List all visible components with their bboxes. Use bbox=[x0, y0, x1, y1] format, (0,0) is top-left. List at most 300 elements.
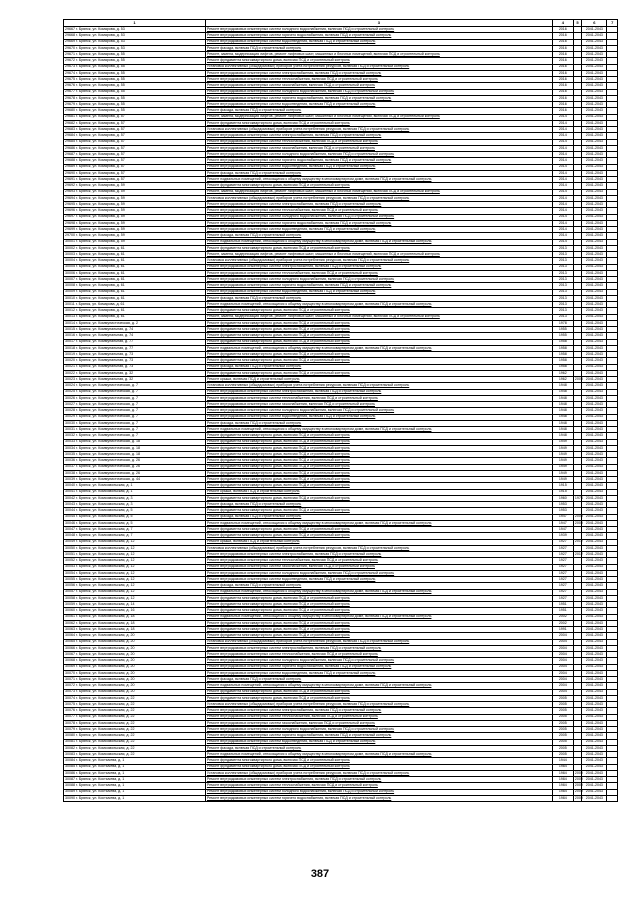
address-cell: 30011 г. Брянск, ул. Комарова, д. 61 bbox=[64, 302, 206, 308]
address-cell: 30039 г. Брянск, ул. Коммунистическая, д. 44 bbox=[64, 477, 206, 483]
address-cell: 30022 г. Брянск, ул. Коммунальная, д. 32 bbox=[64, 370, 206, 376]
address-cell: 30047 г. Брянск, ул. Комсомольская, д. 7 bbox=[64, 527, 206, 533]
address-cell: 30040 г. Брянск, ул. Комсомольская, д. 1 bbox=[64, 483, 206, 489]
planned-period-cell: 2041-2043 bbox=[582, 527, 607, 533]
year-built-cell: 1915 bbox=[552, 483, 573, 489]
year-built-cell: 2014 bbox=[552, 202, 573, 208]
year-built-cell: 2016 bbox=[552, 95, 573, 101]
work-type-cell: Ремонт, замена, модернизация лифтов, ремонт лифтовых шахт, машинных и блочных помещений, включая ПСД и строительный контроль bbox=[205, 252, 552, 258]
work-type-cell: Ремонт фундамента многоквартирного дома, включая ПСД и строительный контроль bbox=[205, 245, 552, 251]
address-cell: 30019 г. Брянск, ул. Коммунальная, д. 73 bbox=[64, 352, 206, 358]
address-cell: 30002 г. Брянск, ул. Комарова, д. 61 bbox=[64, 245, 206, 251]
work-type-cell: Ремонт фундамента многоквартирного дома, включая ПСД и строительный контроль bbox=[205, 533, 552, 539]
planned-period-cell: 2041-2043 bbox=[582, 558, 607, 564]
work-type-cell: Ремонт внутридомовых инженерных систем электроснабжения, включая ПСД и строительный контроль bbox=[205, 70, 552, 76]
work-type-cell: Ремонт внутридомовых инженерных систем теплоснабжения, включая ПСД и строительный контроль bbox=[205, 395, 552, 401]
work-type-cell: Ремонт фундамента многоквартирного дома, включая ПСД и строительный контроль bbox=[205, 508, 552, 514]
work-type-cell: Ремонт фундамента многоквартирного дома, включая ПСД и строительный контроль bbox=[205, 595, 552, 601]
work-type-cell: Ремонт фасада, включая ПСД и строительный контроль bbox=[205, 108, 552, 114]
year-built-cell: 2014 bbox=[552, 214, 573, 220]
planned-period-cell: 2041-2043 bbox=[582, 52, 607, 58]
address-cell: 30020 г. Брянск, ул. Коммунальная, д. 73 bbox=[64, 358, 206, 364]
planned-period-cell: 2041-2043 bbox=[582, 383, 607, 389]
address-cell: 29672 г. Брянск, ул. Комарова, д. 55 bbox=[64, 58, 206, 64]
address-cell: 30041 г. Брянск, ул. Комсомольская, д. 1 bbox=[64, 489, 206, 495]
header-col-6: 6 bbox=[582, 20, 607, 27]
work-type-cell: Ремонт фундамента многоквартирного дома, включая ПСД и строительный контроль bbox=[205, 58, 552, 64]
work-type-cell: Ремонт фасада, включая ПСД и строительный контроль bbox=[205, 45, 552, 51]
planned-period-cell: 2041-2043 bbox=[582, 727, 607, 733]
year-built-cell: 1949 bbox=[552, 458, 573, 464]
year-built-cell: 2016 bbox=[552, 52, 573, 58]
planned-period-cell: 2041-2043 bbox=[582, 595, 607, 601]
planned-period-cell: 2041-2043 bbox=[582, 358, 607, 364]
address-cell: 30008 г. Брянск, ул. Комарова, д. 61 bbox=[64, 283, 206, 289]
work-type-cell: Ремонт фундамента многоквартирного дома, включая ПСД и строительный контроль bbox=[205, 439, 552, 445]
year-built-cell: 2014 bbox=[552, 133, 573, 139]
planned-period-cell: 2041-2043 bbox=[582, 208, 607, 214]
address-cell: 30031 г. Брянск, ул. Коммунистическая, д. 7 bbox=[64, 427, 206, 433]
year-built-cell: 1948 bbox=[552, 427, 573, 433]
work-type-cell: Ремонт внутридомовых инженерных систем холодного водоснабжения, включая ПСД и строительный контроль bbox=[205, 789, 552, 795]
address-cell: 30064 г. Брянск, ул. Комсомольская, д. 20 bbox=[64, 633, 206, 639]
year-built-cell: 2014 bbox=[552, 145, 573, 151]
work-type-cell: Ремонт подвальных помещений, относящихся к общему имуществу в многоквартирном доме, включая ПСД и строительный контроль bbox=[205, 589, 552, 595]
address-cell: 30084 г. Брянск, ул. Костычева, д. 1 bbox=[64, 758, 206, 764]
year-built-cell: 2013 bbox=[552, 314, 573, 320]
planned-period-cell: 2041-2043 bbox=[582, 195, 607, 201]
year-built-cell: 2004 bbox=[552, 689, 573, 695]
work-type-cell: Ремонт фундамента многоквартирного дома, включая ПСД и строительный контроль bbox=[205, 452, 552, 458]
year-built-cell: 2013 bbox=[552, 308, 573, 314]
work-type-cell: Ремонт фундамента многоквартирного дома, включая ПСД и строительный контроль bbox=[205, 527, 552, 533]
year-built-cell: 2014 bbox=[552, 227, 573, 233]
year-built-cell: 1984 bbox=[552, 795, 573, 801]
planned-period-cell: 2041-2043 bbox=[582, 333, 607, 339]
year-built-cell: 2014 bbox=[552, 239, 573, 245]
work-type-cell: Ремонт фундамента многоквартирного дома, включая ПСД и строительный контроль bbox=[205, 689, 552, 695]
address-cell: 30048 г. Брянск, ул. Комсомольская, д. 7 bbox=[64, 533, 206, 539]
work-type-cell: Ремонт крыши, включая ПСД и строительный контроль bbox=[205, 539, 552, 545]
work-type-cell: Ремонт фундамента многоквартирного дома, включая ПСД и строительный контроль bbox=[205, 627, 552, 633]
work-type-cell: Установка коллективных (общедомовых) приборов учета потребления ресурсов, включая ПСД и строительный контроль bbox=[205, 702, 552, 708]
address-cell: 30052 г. Брянск, ул. Комсомольская, д. 12 bbox=[64, 558, 206, 564]
address-cell: 29679 г. Брянск, ул. Комарова, д. 55 bbox=[64, 102, 206, 108]
address-cell: 30005 г. Брянск, ул. Комарова, д. 61 bbox=[64, 264, 206, 270]
work-type-cell: Ремонт внутридомовых инженерных систем газоснабжения, включая ПСД и строительный контроль bbox=[205, 402, 552, 408]
address-cell: 30083 г. Брянск, ул. Комсомольская, д. 22 bbox=[64, 752, 206, 758]
planned-period-cell: 2041-2043 bbox=[582, 320, 607, 326]
planned-period-cell: 2041-2043 bbox=[582, 345, 607, 351]
planned-period-cell: 2041-2043 bbox=[582, 608, 607, 614]
planned-period-cell: 2041-2043 bbox=[582, 495, 607, 501]
work-type-cell: Ремонт внутридомовых инженерных систем горячего водоснабжения, включая ПСД и строительный контроль bbox=[205, 33, 552, 39]
address-cell: 29688 г. Брянск, ул. Комарова, д. 57 bbox=[64, 158, 206, 164]
address-cell: 29670 г. Брянск, ул. Комарова, д. 53 bbox=[64, 45, 206, 51]
planned-period-cell: 2041-2043 bbox=[582, 83, 607, 89]
work-type-cell: Ремонт внутридомовых инженерных систем электроснабжения, включая ПСД и строительный контроль bbox=[205, 645, 552, 651]
work-type-cell: Ремонт внутридомовых инженерных систем холодного водоснабжения, включая ПСД и строительный контроль bbox=[205, 214, 552, 220]
header-col-5: 5 bbox=[573, 20, 581, 27]
work-type-cell: Ремонт внутридомовых инженерных систем теплоснабжения, включая ПСД и строительный контроль bbox=[205, 208, 552, 214]
year-built-cell: 1927 bbox=[552, 539, 573, 545]
year-built-cell: 1984 bbox=[552, 764, 573, 770]
year-built-cell: 2013 bbox=[552, 252, 573, 258]
header-col-1: 1 bbox=[64, 20, 206, 27]
planned-period-cell: 2041-2043 bbox=[582, 683, 607, 689]
planned-period-cell: 2041-2043 bbox=[582, 789, 607, 795]
address-cell: 30006 г. Брянск, ул. Комарова, д. 61 bbox=[64, 270, 206, 276]
planned-period-cell: 2041-2043 bbox=[582, 252, 607, 258]
planned-period-cell: 2041-2043 bbox=[582, 64, 607, 70]
year-built-cell: 2005 bbox=[552, 739, 573, 745]
work-type-cell: Ремонт внутридомовых инженерных систем электроснабжения, включая ПСД и строительный контроль bbox=[205, 202, 552, 208]
year-built-cell: 2014 bbox=[552, 139, 573, 145]
year-built-cell: 2004 bbox=[552, 633, 573, 639]
address-cell: 30077 г. Брянск, ул. Комсомольская, д. 22 bbox=[64, 714, 206, 720]
planned-period-cell: 2041-2043 bbox=[582, 27, 607, 33]
address-cell: 30089 г. Брянск, ул. Костычева, д. 1 bbox=[64, 789, 206, 795]
work-type-cell: Ремонт внутридомовых инженерных систем теплоснабжения, включая ПСД и строительный контроль bbox=[205, 714, 552, 720]
year-built-cell: 2004 bbox=[552, 664, 573, 670]
year-built-cell: 1948 bbox=[552, 408, 573, 414]
planned-period-cell: 2041-2043 bbox=[582, 33, 607, 39]
year-built-cell: 2004 bbox=[552, 677, 573, 683]
address-cell: 30049 г. Брянск, ул. Комсомольская, д. 12 bbox=[64, 539, 206, 545]
planned-period-cell: 2041-2043 bbox=[582, 752, 607, 758]
work-type-cell: Установка коллективных (общедомовых) приборов учета потребления ресурсов, включая ПСД и строительный контроль bbox=[205, 195, 552, 201]
year-built-cell: 2005 bbox=[552, 708, 573, 714]
planned-period-cell: 2041-2043 bbox=[582, 533, 607, 539]
planned-period-cell: 2041-2043 bbox=[582, 489, 607, 495]
address-cell: 29681 г. Брянск, ул. Комарова, д. 57 bbox=[64, 114, 206, 120]
work-type-cell: Ремонт фундамента многоквартирного дома, включая ПСД и строительный контроль bbox=[205, 370, 552, 376]
work-type-cell: Ремонт фундамента многоквартирного дома, включая ПСД и строительный контроль bbox=[205, 464, 552, 470]
year-built-cell: 2002 bbox=[552, 614, 573, 620]
address-cell: 29674 г. Брянск, ул. Комарова, д. 55 bbox=[64, 70, 206, 76]
address-cell: 30066 г. Брянск, ул. Комсомольская, д. 20 bbox=[64, 645, 206, 651]
planned-period-cell: 2041-2043 bbox=[582, 145, 607, 151]
planned-period-cell: 2041-2043 bbox=[582, 445, 607, 451]
address-cell: 29687 г. Брянск, ул. Комарова, д. 57 bbox=[64, 152, 206, 158]
work-type-cell: Установка коллективных (общедомовых) приборов учета потребления ресурсов, включая ПСД и строительный контроль bbox=[205, 258, 552, 264]
year-built-cell: 1949 bbox=[552, 452, 573, 458]
year-built-cell: 2016 bbox=[552, 27, 573, 33]
address-cell: 30050 г. Брянск, ул. Комсомольская, д. 12 bbox=[64, 545, 206, 551]
work-type-cell: Ремонт, замена, модернизация лифтов, ремонт лифтовых шахт, машинных и блочных помещений, включая ПСД и строительный контроль bbox=[205, 52, 552, 58]
planned-period-cell: 2041-2043 bbox=[582, 552, 607, 558]
work-type-cell: Ремонт внутридомовых инженерных систем горячего водоснабжения, включая ПСД и строительный контроль bbox=[205, 795, 552, 801]
year-built-cell: 1949 bbox=[552, 464, 573, 470]
address-cell: 29696 г. Брянск, ул. Комарова, д. 59 bbox=[64, 208, 206, 214]
address-cell: 30018 г. Брянск, ул. Коммунальная, д. 77 bbox=[64, 345, 206, 351]
address-cell: 29697 г. Брянск, ул. Комарова, д. 59 bbox=[64, 214, 206, 220]
work-type-cell: Ремонт фасада, включая ПСД и строительный контроль bbox=[205, 295, 552, 301]
work-type-cell: Ремонт фасада, включая ПСД и строительный контроль bbox=[205, 745, 552, 751]
year-built-cell: 1953 bbox=[552, 502, 573, 508]
planned-period-cell: 2041-2043 bbox=[582, 339, 607, 345]
address-cell: 29685 г. Брянск, ул. Комарова, д. 57 bbox=[64, 139, 206, 145]
address-cell: 29699 г. Брянск, ул. Комарова, д. 59 bbox=[64, 227, 206, 233]
address-cell: 30053 г. Брянск, ул. Комсомольская, д. 12 bbox=[64, 564, 206, 570]
planned-period-cell: 2041-2043 bbox=[582, 95, 607, 101]
year-built-cell: 1984 bbox=[552, 777, 573, 783]
address-cell: 29689 г. Брянск, ул. Комарова, д. 57 bbox=[64, 164, 206, 170]
year-built-cell: 1991 bbox=[552, 627, 573, 633]
year-built-cell: 2014 bbox=[552, 183, 573, 189]
address-cell: 30012 г. Брянск, ул. Комарова, д. 61 bbox=[64, 308, 206, 314]
year-built-cell: 1958 bbox=[552, 364, 573, 370]
year-built-cell: 1949 bbox=[552, 439, 573, 445]
address-cell: 30023 г. Брянск, ул. Коммунальная, д. 32 bbox=[64, 377, 206, 383]
address-cell: 30072 г. Брянск, ул. Комсомольская, д. 20 bbox=[64, 683, 206, 689]
work-type-cell: Ремонт внутридомовых инженерных систем электроснабжения, включая ПСД и строительный контроль bbox=[205, 389, 552, 395]
work-type-cell: Ремонт фасада, включая ПСД и строительный контроль bbox=[205, 233, 552, 239]
work-type-cell: Ремонт фасада, включая ПСД и строительный контроль bbox=[205, 677, 552, 683]
work-type-cell: Ремонт подвальных помещений, относящихся к общему имуществу в многоквартирном доме, включая ПСД и строительный контроль bbox=[205, 177, 552, 183]
address-cell: 30021 г. Брянск, ул. Коммунальная, д. 73 bbox=[64, 364, 206, 370]
planned-period-cell: 2041-2043 bbox=[582, 702, 607, 708]
work-type-cell: Ремонт подвальных помещений, относящихся к общему имуществу в многоквартирном доме, включая ПСД и строительный контроль bbox=[205, 345, 552, 351]
planned-period-cell: 2041-2043 bbox=[582, 270, 607, 276]
last-repair-year-cell: 2009 bbox=[574, 783, 583, 788]
planned-period-cell: 2041-2043 bbox=[582, 452, 607, 458]
year-built-cell: 2014 bbox=[552, 170, 573, 176]
planned-period-cell: 2041-2043 bbox=[582, 777, 607, 783]
year-built-cell: 2014 bbox=[552, 120, 573, 126]
planned-period-cell: 2041-2043 bbox=[582, 470, 607, 476]
address-cell: 30080 г. Брянск, ул. Комсомольская, д. 22 bbox=[64, 733, 206, 739]
address-cell: 30057 г. Брянск, ул. Комсомольская, д. 12 bbox=[64, 589, 206, 595]
work-type-cell: Ремонт внутридомовых инженерных систем газоснабжения, включая ПСД и строительный контроль bbox=[205, 83, 552, 89]
address-cell: 30004 г. Брянск, ул. Комарова, д. 61 bbox=[64, 258, 206, 264]
year-built-cell: 1958 bbox=[552, 352, 573, 358]
work-type-cell: Ремонт фундамента многоквартирного дома, включая ПСД и строительный контроль bbox=[205, 764, 552, 770]
address-cell: 30076 г. Брянск, ул. Комсомольская, д. 22 bbox=[64, 708, 206, 714]
year-built-cell: 1947 bbox=[552, 527, 573, 533]
work-type-cell: Установка коллективных (общедомовых) приборов учета потребления ресурсов, включая ПСД и строительный контроль bbox=[205, 639, 552, 645]
address-cell: 29686 г. Брянск, ул. Комарова, д. 57 bbox=[64, 145, 206, 151]
year-built-cell: 1984 bbox=[552, 783, 573, 789]
address-cell: 30045 г. Брянск, ул. Комсомольская, д. 5 bbox=[64, 514, 206, 520]
work-type-cell: Ремонт подвальных помещений, относящихся к общему имуществу в многоквартирном доме, включая ПСД и строительный контроль bbox=[205, 427, 552, 433]
address-cell: 30087 г. Брянск, ул. Костычева, д. 1 bbox=[64, 777, 206, 783]
work-type-cell: Ремонт внутридомовых инженерных систем горячего водоснабжения, включая ПСД и строительный контроль bbox=[205, 95, 552, 101]
planned-period-cell: 2041-2043 bbox=[582, 639, 607, 645]
planned-period-cell: 2041-2043 bbox=[582, 720, 607, 726]
work-type-cell: Установка коллективных (общедомовых) приборов учета потребления ресурсов, включая ПСД и строительный контроль bbox=[205, 545, 552, 551]
year-built-cell: 1962 bbox=[552, 370, 573, 376]
work-type-cell: Ремонт фасада, включая ПСД и строительный контроль bbox=[205, 583, 552, 589]
planned-period-cell: 2041-2043 bbox=[582, 264, 607, 270]
work-type-cell: Ремонт внутридомовых инженерных систем водоотведения, включая ПСД и строительный контроль bbox=[205, 289, 552, 295]
planned-period-cell: 2041-2043 bbox=[582, 45, 607, 51]
address-cell: 29692 г. Брянск, ул. Комарова, д. 59 bbox=[64, 183, 206, 189]
planned-period-cell: 2041-2043 bbox=[582, 564, 607, 570]
planned-period-cell: 2041-2043 bbox=[582, 233, 607, 239]
planned-period-cell: 2041-2043 bbox=[582, 695, 607, 701]
work-type-cell: Ремонт внутридомовых инженерных систем горячего водоснабжения, включая ПСД и строительный контроль bbox=[205, 733, 552, 739]
last-repair-year-cell: 2009 bbox=[574, 795, 583, 800]
planned-period-cell: 2041-2043 bbox=[582, 245, 607, 251]
year-built-cell: 1948 bbox=[552, 414, 573, 420]
year-built-cell: 1949 bbox=[552, 470, 573, 476]
planned-period-cell: 2041-2043 bbox=[582, 214, 607, 220]
work-type-cell: Ремонт фундамента многоквартирного дома, включая ПСД и строительный контроль bbox=[205, 483, 552, 489]
planned-period-cell: 2041-2043 bbox=[582, 127, 607, 133]
work-type-cell: Ремонт фундамента многоквартирного дома, включая ПСД и строительный контроль bbox=[205, 352, 552, 358]
work-type-cell: Ремонт фундамента многоквартирного дома, включая ПСД и строительный контроль bbox=[205, 477, 552, 483]
planned-period-cell: 2041-2043 bbox=[582, 427, 607, 433]
planned-period-cell: 2041-2043 bbox=[582, 539, 607, 545]
planned-period-cell: 2041-2043 bbox=[582, 377, 607, 383]
planned-period-cell: 2041-2043 bbox=[582, 352, 607, 358]
address-cell: 29673 г. Брянск, ул. Комарова, д. 55 bbox=[64, 64, 206, 70]
year-built-cell: 1927 bbox=[552, 570, 573, 576]
address-cell: 30001 г. Брянск, ул. Комарова, д. 59 bbox=[64, 239, 206, 245]
address-cell: 30038 г. Брянск, ул. Коммунистическая, д. 26 bbox=[64, 470, 206, 476]
work-type-cell: Ремонт фасада, включая ПСД и строительный контроль bbox=[205, 420, 552, 426]
address-cell: 30029 г. Брянск, ул. Коммунистическая, д. 7 bbox=[64, 414, 206, 420]
address-cell: 30014 г. Брянск, ул. Коммунистическая, д. 2 bbox=[64, 320, 206, 326]
address-cell: 30069 г. Брянск, ул. Комсомольская, д. 20 bbox=[64, 664, 206, 670]
planned-period-cell: 2041-2043 bbox=[582, 277, 607, 283]
planned-period-cell: 2041-2043 bbox=[582, 764, 607, 770]
year-built-cell: 1960 bbox=[552, 495, 573, 501]
address-cell: 30056 г. Брянск, ул. Комсомольская, д. 12 bbox=[64, 583, 206, 589]
year-built-cell: 1953 bbox=[552, 508, 573, 514]
address-cell: 29691 г. Брянск, ул. Комарова, д. 57 bbox=[64, 177, 206, 183]
planned-period-cell: 2041-2043 bbox=[582, 177, 607, 183]
planned-period-cell: 2041-2043 bbox=[582, 164, 607, 170]
planned-period-cell: 2041-2043 bbox=[582, 364, 607, 370]
address-cell: 30073 г. Брянск, ул. Комсомольская, д. 20 bbox=[64, 689, 206, 695]
planned-period-cell: 2041-2043 bbox=[582, 289, 607, 295]
work-type-cell: Ремонт фундамента многоквартирного дома, включая ПСД и строительный контроль bbox=[205, 608, 552, 614]
address-cell: 30032 г. Брянск, ул. Коммунистическая, д. 7 bbox=[64, 433, 206, 439]
year-built-cell: 2002 bbox=[552, 620, 573, 626]
planned-period-cell: 2041-2043 bbox=[582, 783, 607, 789]
year-built-cell: 1955 bbox=[552, 333, 573, 339]
year-built-cell: 1927 bbox=[552, 583, 573, 589]
year-built-cell: 2005 bbox=[552, 727, 573, 733]
work-type-cell: Ремонт подвальных помещений, относящихся к общему имуществу в многоквартирном доме, включая ПСД и строительный контроль bbox=[205, 614, 552, 620]
work-type-cell: Ремонт подвальных помещений, относящихся к общему имуществу в многоквартирном доме, включая ПСД и строительный контроль bbox=[205, 520, 552, 526]
address-cell: 30067 г. Брянск, ул. Комсомольская, д. 20 bbox=[64, 652, 206, 658]
work-type-cell: Ремонт внутридомовых инженерных систем горячего водоснабжения, включая ПСД и строительный контроль bbox=[205, 220, 552, 226]
year-built-cell: 1962 bbox=[552, 377, 573, 383]
work-type-cell: Ремонт фундамента многоквартирного дома, включая ПСД и строительный контроль bbox=[205, 758, 552, 764]
work-type-cell: Ремонт внутридомовых инженерных систем водоотведения, включая ПСД и строительный контроль bbox=[205, 164, 552, 170]
year-built-cell: 2016 bbox=[552, 70, 573, 76]
planned-period-cell: 2041-2043 bbox=[582, 614, 607, 620]
address-cell: 30071 г. Брянск, ул. Комсомольская, д. 20 bbox=[64, 677, 206, 683]
work-type-cell: Ремонт внутридомовых инженерных систем газоснабжения, включая ПСД и строительный контроль bbox=[205, 720, 552, 726]
year-built-cell: 2005 bbox=[552, 752, 573, 758]
planned-period-cell: 2041-2043 bbox=[582, 170, 607, 176]
work-type-cell: Установка коллективных (общедомовых) приборов учета потребления ресурсов, включая ПСД и строительный контроль bbox=[205, 770, 552, 776]
work-type-cell: Ремонт фундамента многоквартирного дома, включая ПСД и строительный контроль bbox=[205, 183, 552, 189]
year-built-cell: 2004 bbox=[552, 670, 573, 676]
planned-period-cell: 2041-2043 bbox=[582, 302, 607, 308]
year-built-cell: 1978 bbox=[552, 320, 573, 326]
address-cell: 30061 г. Брянск, ул. Комсомольская, д. 18 bbox=[64, 614, 206, 620]
planned-period-cell: 2041-2043 bbox=[582, 708, 607, 714]
work-type-cell: Ремонт фасада, включая ПСД и строительный контроль bbox=[205, 502, 552, 508]
year-built-cell: 1947 bbox=[552, 514, 573, 520]
year-built-cell: 2013 bbox=[552, 277, 573, 283]
header-row bbox=[64, 20, 618, 27]
work-type-cell: Ремонт фундамента многоквартирного дома, включая ПСД и строительный контроль bbox=[205, 695, 552, 701]
work-type-cell: Ремонт, замена, модернизация лифтов, ремонт лифтовых шахт, машинных и блочных помещений, включая ПСД и строительный контроль bbox=[205, 189, 552, 195]
planned-period-cell: 2041-2043 bbox=[582, 395, 607, 401]
address-cell: 30075 г. Брянск, ул. Комсомольская, д. 22 bbox=[64, 702, 206, 708]
year-built-cell: 2005 bbox=[552, 745, 573, 751]
work-type-cell: Ремонт внутридомовых инженерных систем водоотведения, включая ПСД и строительный контроль bbox=[205, 670, 552, 676]
planned-period-cell: 2041-2043 bbox=[582, 239, 607, 245]
work-type-cell: Ремонт фундамента многоквартирного дома, включая ПСД и строительный контроль bbox=[205, 320, 552, 326]
planned-period-cell: 2041-2043 bbox=[582, 133, 607, 139]
year-built-cell: 2013 bbox=[552, 283, 573, 289]
address-cell: 29676 г. Брянск, ул. Комарова, д. 55 bbox=[64, 83, 206, 89]
address-cell: 29667 г. Брянск, ул. Комарова, д. 53 bbox=[64, 27, 206, 33]
year-built-cell: 1927 bbox=[552, 589, 573, 595]
planned-period-cell: 2041-2043 bbox=[582, 670, 607, 676]
address-cell: 30034 г. Брянск, ул. Коммунистическая, д. 18 bbox=[64, 445, 206, 451]
address-cell: 30017 г. Брянск, ул. Коммунальная, д. 77 bbox=[64, 339, 206, 345]
repair-schedule-table bbox=[63, 19, 618, 802]
address-cell: 30074 г. Брянск, ул. Комсомольская, д. 22 bbox=[64, 695, 206, 701]
planned-period-cell: 2041-2043 bbox=[582, 739, 607, 745]
planned-period-cell: 2041-2043 bbox=[582, 108, 607, 114]
address-cell: 30013 г. Брянск, ул. Комарова, д. 61 bbox=[64, 314, 206, 320]
address-cell: 30028 г. Брянск, ул. Коммунистическая, д. 7 bbox=[64, 408, 206, 414]
address-cell: 30016 г. Брянск, ул. Коммунальная, д. 74 bbox=[64, 333, 206, 339]
work-type-cell: Ремонт внутридомовых инженерных систем теплоснабжения, включая ПСД и строительный контроль bbox=[205, 558, 552, 564]
address-cell: 30081 г. Брянск, ул. Комсомольская, д. 22 bbox=[64, 739, 206, 745]
planned-period-cell: 2041-2043 bbox=[582, 402, 607, 408]
work-type-cell: Ремонт, замена, модернизация лифтов, ремонт лифтовых шахт, машинных и блочных помещений, включая ПСД и строительный контроль bbox=[205, 314, 552, 320]
address-cell: 29694 г. Брянск, ул. Комарова, д. 59 bbox=[64, 195, 206, 201]
work-type-cell: Ремонт внутридомовых инженерных систем теплоснабжения, включая ПСД и строительный контроль bbox=[205, 77, 552, 83]
planned-period-cell: 2041-2043 bbox=[582, 158, 607, 164]
planned-period-cell: 2041-2043 bbox=[582, 433, 607, 439]
year-built-cell: 1927 bbox=[552, 552, 573, 558]
address-cell: 30055 г. Брянск, ул. Комсомольская, д. 12 bbox=[64, 577, 206, 583]
work-type-cell: Ремонт фундамента многоквартирного дома, включая ПСД и строительный контроль bbox=[205, 458, 552, 464]
last-repair-year-cell: 2009 bbox=[574, 514, 583, 519]
planned-period-cell: 2041-2043 bbox=[582, 120, 607, 126]
year-built-cell: 1955 bbox=[552, 327, 573, 333]
year-built-cell: 2014 bbox=[552, 233, 573, 239]
year-built-cell: 1948 bbox=[552, 395, 573, 401]
planned-period-cell: 2041-2043 bbox=[582, 477, 607, 483]
year-built-cell: 2014 bbox=[552, 127, 573, 133]
planned-period-cell: 2041-2043 bbox=[582, 545, 607, 551]
planned-period-cell: 2041-2043 bbox=[582, 620, 607, 626]
address-cell: 30082 г. Брянск, ул. Комсомольская, д. 22 bbox=[64, 745, 206, 751]
work-type-cell: Ремонт фундамента многоквартирного дома, включая ПСД и строительный контроль bbox=[205, 120, 552, 126]
planned-period-cell: 2041-2043 bbox=[582, 520, 607, 526]
work-type-cell: Ремонт подвальных помещений, относящихся к общему имуществу в многоквартирном доме, включая ПСД и строительный контроль bbox=[205, 683, 552, 689]
header-col-3: 3 bbox=[205, 20, 552, 27]
year-built-cell: 2004 bbox=[552, 658, 573, 664]
year-built-cell: 2005 bbox=[552, 695, 573, 701]
address-cell: 29671 г. Брянск, ул. Комарова, д. 55 bbox=[64, 52, 206, 58]
work-type-cell: Ремонт фундамента многоквартирного дома, включая ПСД и строительный контроль bbox=[205, 602, 552, 608]
address-cell: 30030 г. Брянск, ул. Коммунистическая, д. 7 bbox=[64, 420, 206, 426]
planned-period-cell: 2041-2043 bbox=[582, 152, 607, 158]
